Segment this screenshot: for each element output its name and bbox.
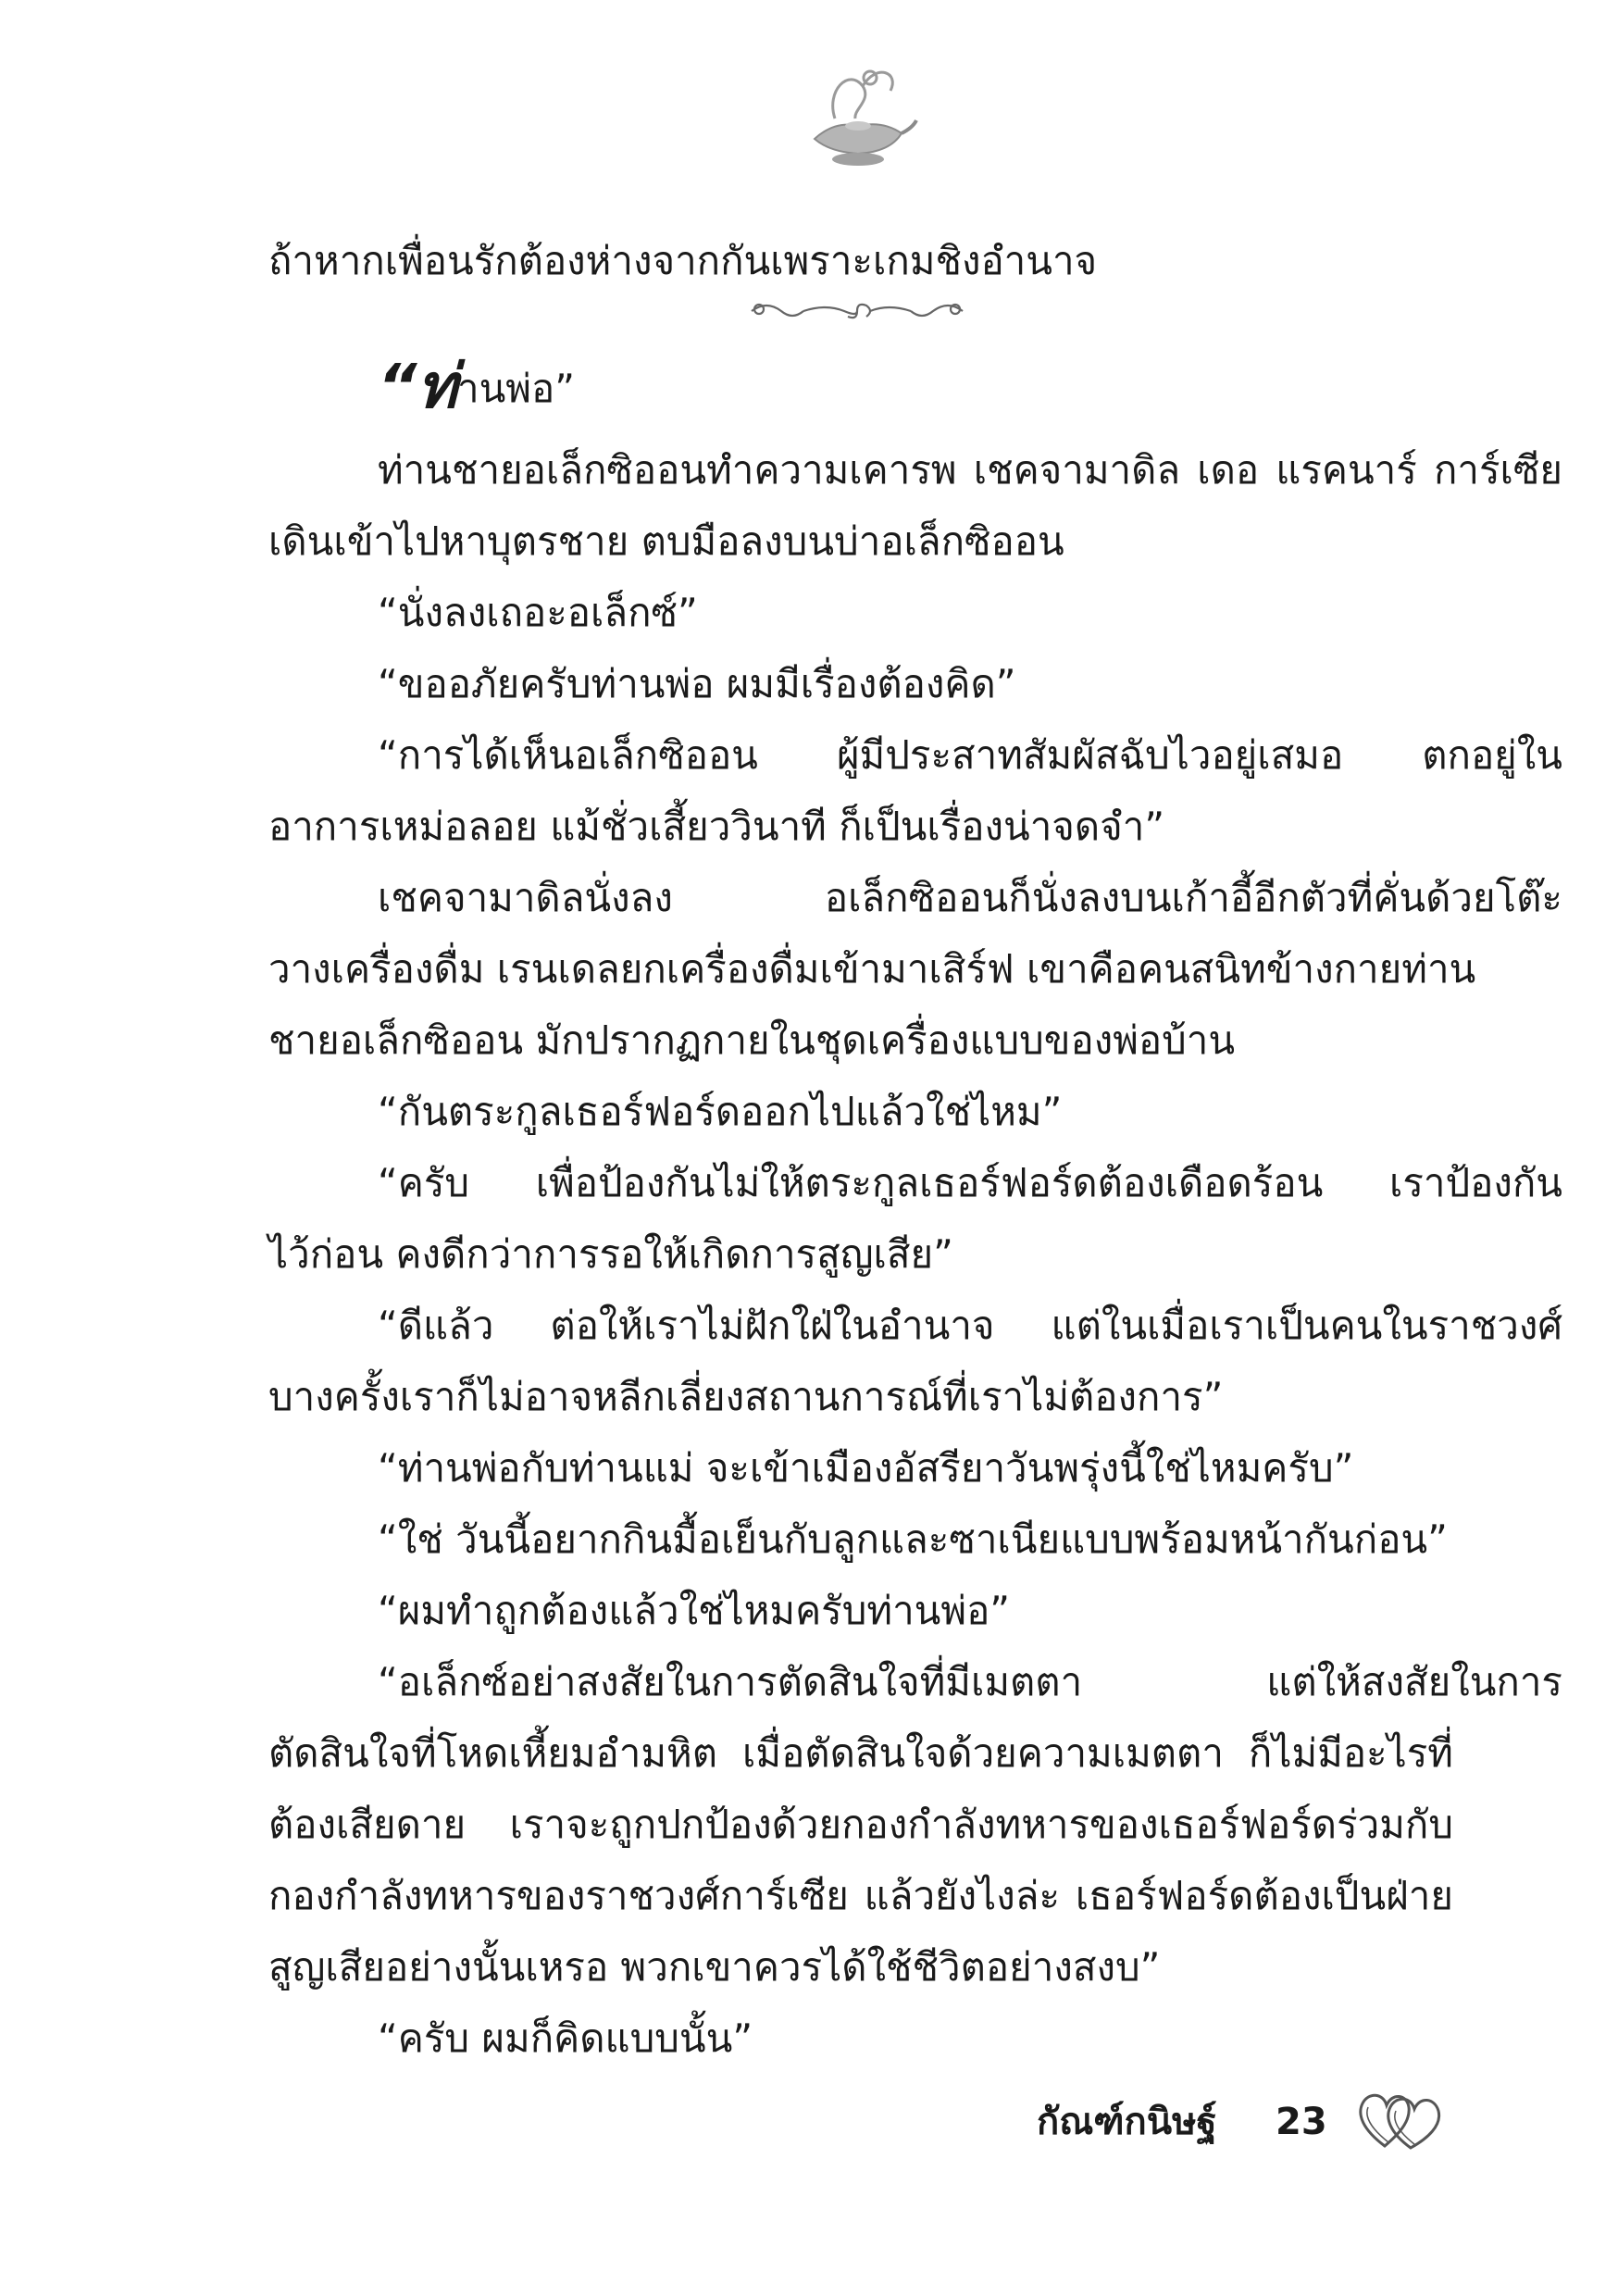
text-line: ไว้ก่อน คงดีกว่าการรอให้เกิดการสูญเสีย”	[268, 1231, 953, 1277]
text-line: เดินเข้าไปหาบุตรชาย ตบมือลงบนบ่าอเล็กซิออน	[268, 518, 1064, 564]
text-line: “ดีแล้ว ต่อให้เราไม่ฝักใฝ่ในอำนาจ แต่ในเมื่อเราเป็นคนในราชวงศ์	[378, 1303, 1562, 1348]
book-title: กัณฑ์กนิษฐ์	[1037, 2101, 1217, 2143]
text-line: “ใช่ วันนี้อยากกินมื้อเย็นกับลูกและซาเนียแบบพร้อมหน้ากันก่อน”	[378, 1516, 1448, 1562]
text-line: “นั่งลงเถอะอเล็กซ์”	[378, 590, 698, 635]
text-line: บางครั้งเราก็ไม่อาจหลีกเลี่ยงสถานการณ์ที่เราไม่ต้องการ”	[268, 1374, 1224, 1419]
text-line: ต้องเสียดาย เราจะถูกปกป้องด้วยกองกำลังทหารของเธอร์ฟอร์ดร่วมกับ	[268, 1802, 1453, 1847]
text-line: กองกำลังทหารของราชวงศ์การ์เซีย แล้วยังไงล่ะ เธอร์ฟอร์ดต้องเป็นฝ่าย	[268, 1873, 1453, 1918]
opening-line	[268, 352, 1562, 422]
hearts-icon	[1353, 2081, 1446, 2155]
text-line: “การได้เห็นอเล็กซิออน ผู้มีประสาทสัมผัสฉับไวอยู่เสมอ ตกอยู่ใน	[378, 732, 1562, 778]
scroll-divider-icon	[748, 294, 966, 328]
text-line: สูญเสียอย่างนั้นเหรอ พวกเขาควรได้ใช้ชีวิตอย่างสงบ”	[268, 1944, 1161, 1990]
intro-line: ถ้าหากเพื่อนรักต้องห่างจากกันเพราะเกมชิงอำนาจ	[268, 238, 1098, 283]
genie-lamp-icon	[798, 54, 918, 174]
text-line: “กันตระกูลเธอร์ฟอร์ดออกไปแล้วใช่ไหม”	[378, 1089, 1063, 1134]
text-line: “อเล็กซ์อย่าสงสัยในการตัดสินใจที่มีเมตตา แต่ให้สงสัยในการ	[378, 1659, 1562, 1704]
text-line: อาการเหม่อลอย แม้ชั่วเสี้ยววินาที ก็เป็นเรื่องน่าจดจำ”	[268, 804, 1165, 849]
text-line: “ท่านพ่อกับท่านแม่ จะเข้าเมืองอัสรียาวันพรุ่งนี้ใช่ไหมครับ”	[378, 1445, 1354, 1491]
text-line: ชายอเล็กซิออน มักปรากฏกายในชุดเครื่องแบบของพ่อบ้าน	[268, 1017, 1236, 1063]
text-line: “ผมทำถูกต้องแล้วใช่ไหมครับท่านพ่อ”	[378, 1588, 1011, 1633]
drop-cap: “ท่	[378, 351, 458, 422]
opening-rest: านพ่อ”	[457, 366, 575, 411]
text-line: “ครับ ผมก็คิดแบบนั้น”	[378, 2015, 753, 2061]
text-line: ท่านชายอเล็กซิออนทำความเคารพ เชคจามาดิล เดอ แรคนาร์ การ์เซีย	[378, 447, 1562, 493]
page-number: 23	[1276, 2101, 1327, 2143]
text-line: “ขออภัยครับท่านพ่อ ผมมีเรื่องต้องคิด”	[378, 661, 1016, 706]
text-line: วางเครื่องดื่ม เรนเดลยกเครื่องดื่มเข้ามาเสิร์ฟ เขาคือคนสนิทข้างกายท่าน	[268, 946, 1476, 992]
text-line: “ครับ เพื่อป้องกันไม่ให้ตระกูลเธอร์ฟอร์ดต้องเดือดร้อน เราป้องกัน	[378, 1160, 1562, 1205]
text-line: ตัดสินใจที่โหดเหี้ยมอำมหิต เมื่อตัดสินใจด้วยความเมตตา ก็ไม่มีอะไรที่	[268, 1730, 1453, 1776]
text-line: เชคจามาดิลนั่งลง อเล็กซิออนก็นั่งลงบนเก้าอี้อีกตัวที่คั่นด้วยโต๊ะ	[378, 875, 1562, 920]
